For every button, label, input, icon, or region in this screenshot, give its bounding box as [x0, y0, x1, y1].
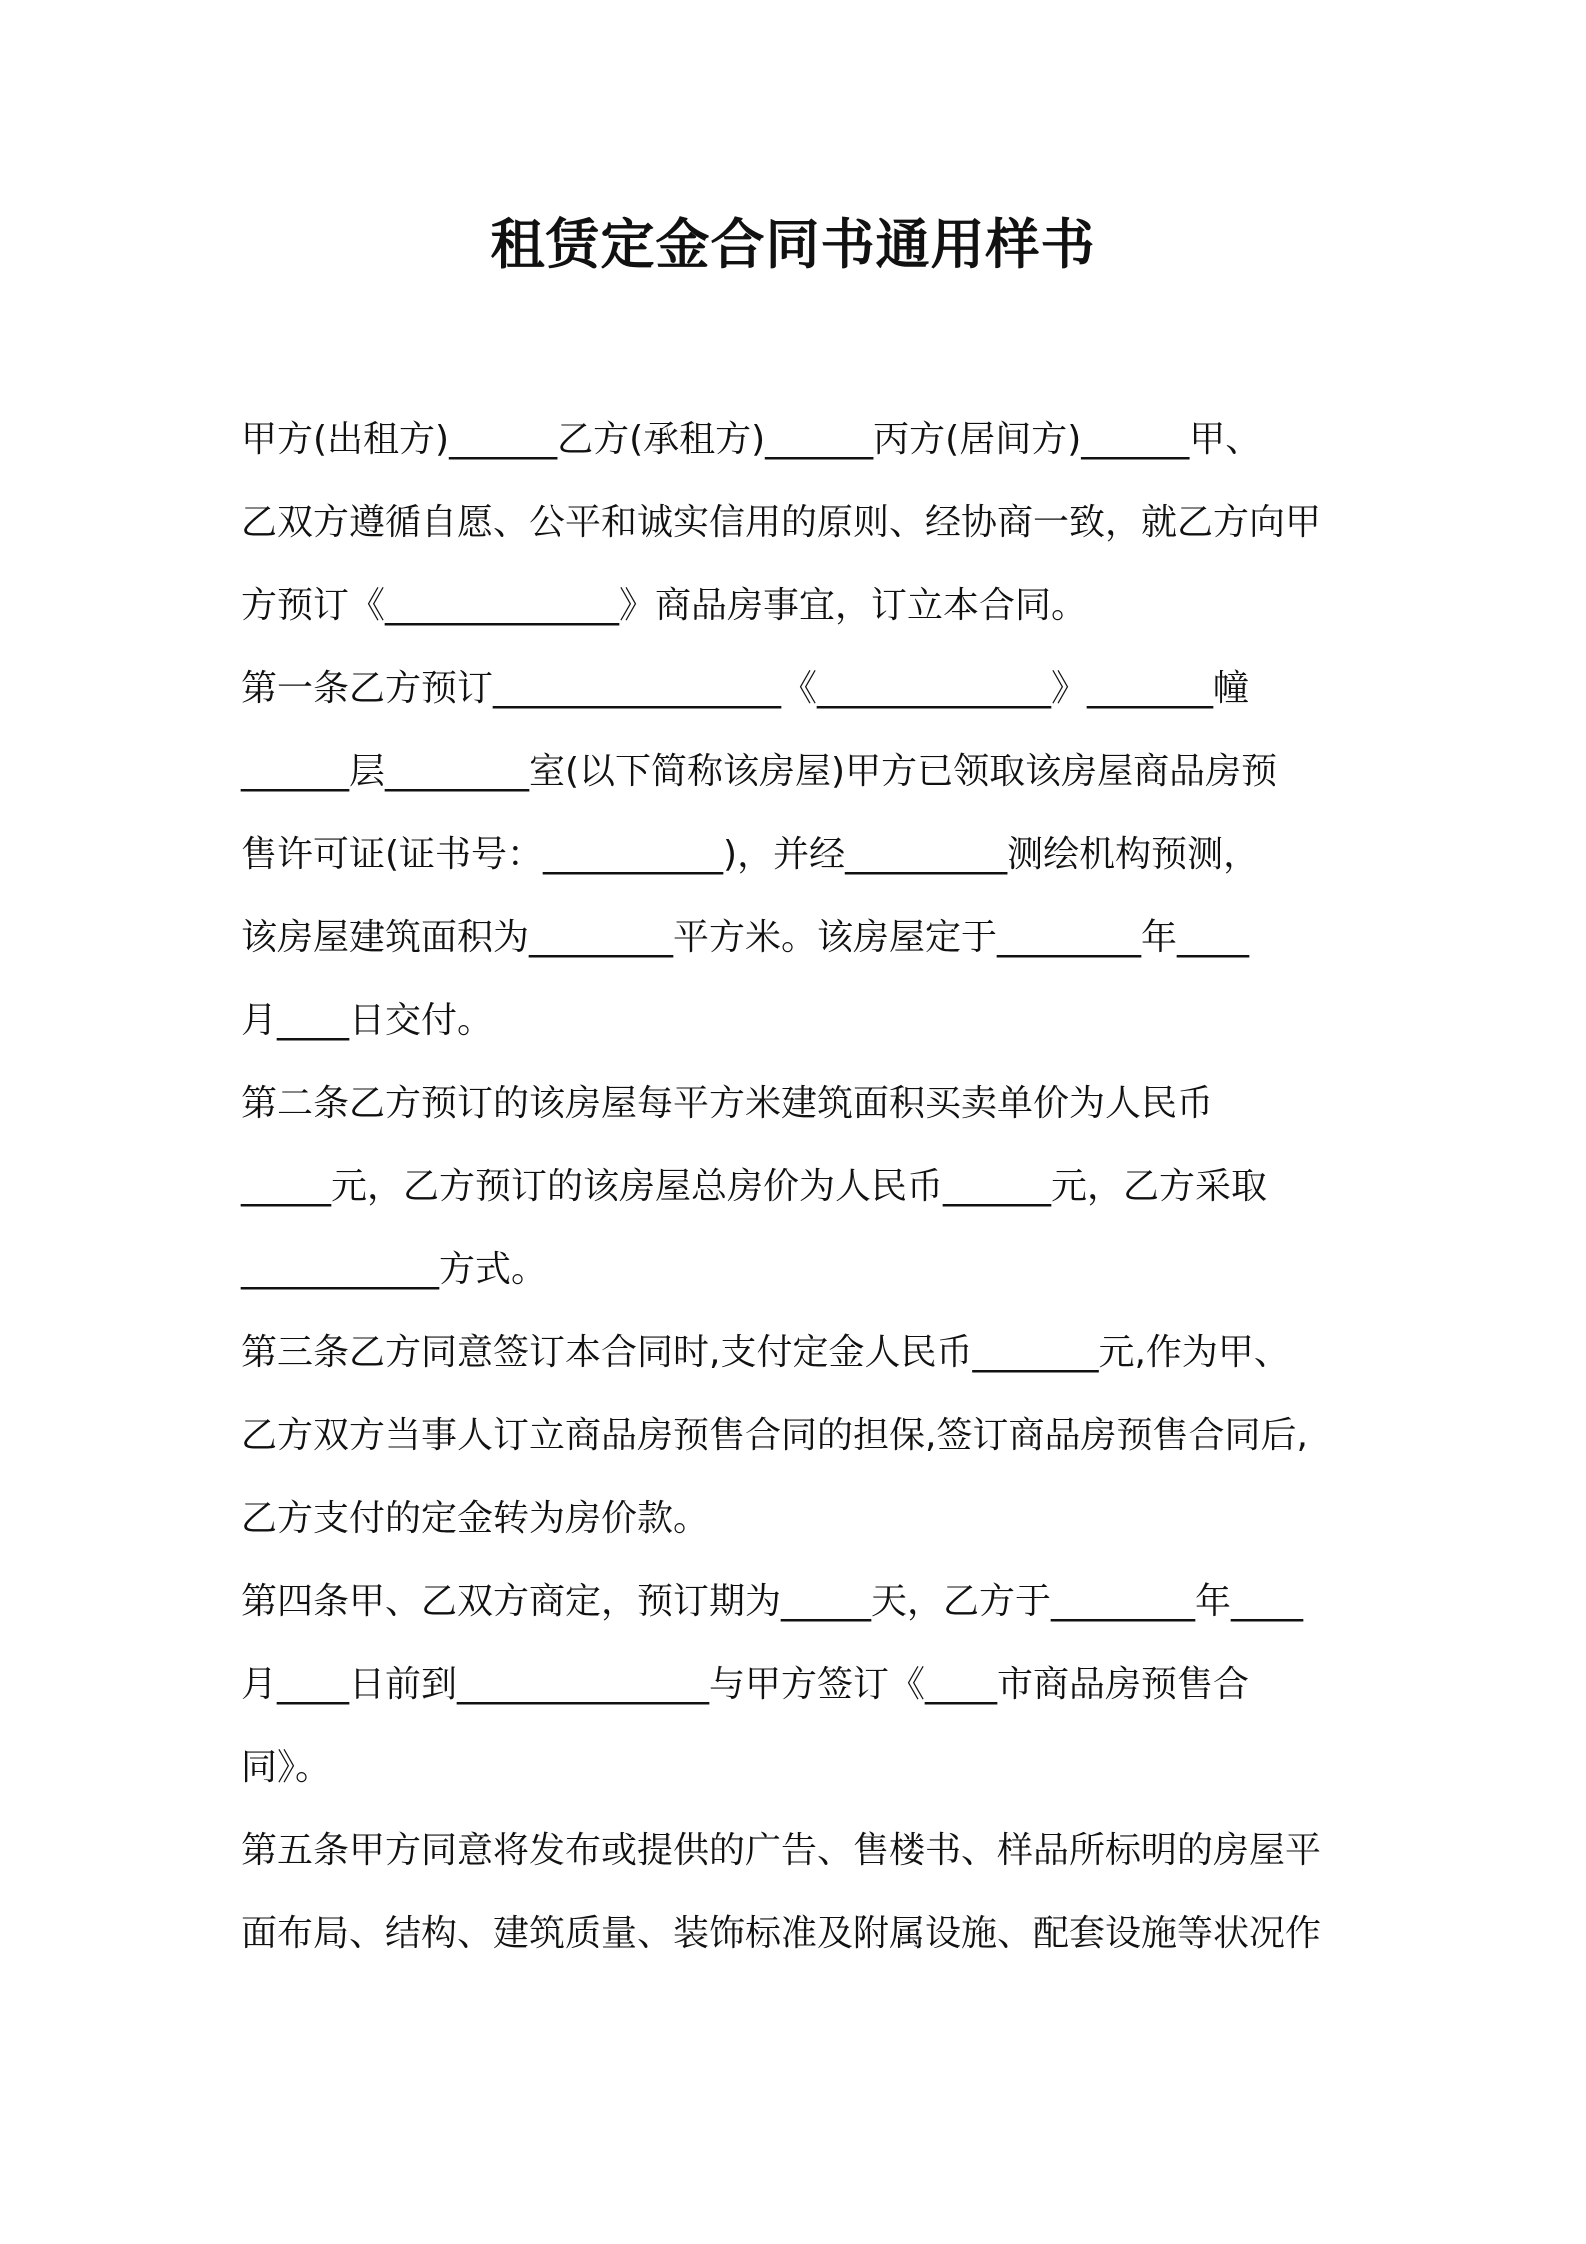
article-5-line: 第五条甲方同意将发布或提供的广告、售楼书、样品所标明的房屋平 [241, 1830, 1322, 1871]
article-1-line: 售许可证(证书号：__________)，并经_________测绘机构预测， [241, 834, 1260, 875]
article-4-line: 第四条甲、乙双方商定，预订期为_____天，乙方于________年____ [241, 1581, 1304, 1622]
article-3-line: 乙方支付的定金转为房价款。 [241, 1498, 710, 1539]
article-1-line: 该房屋建筑面积为________平方米。该房屋定于________年____ [241, 917, 1250, 958]
party-line: 甲方(出租方)______乙方(承租方)______丙方(居间方)______甲、 [241, 419, 1262, 460]
article-4-line: 月____日前到______________与甲方签订《____市商品房预售合 [241, 1664, 1250, 1705]
article-2-line: ___________方式。 [241, 1249, 548, 1290]
article-2-line: _____元，乙方预订的该房屋总房价为人民币______元，乙方采取 [241, 1166, 1268, 1207]
article-5-line: 面布局、结构、建筑质量、装饰标准及附属设施、配套设施等状况作 [241, 1913, 1322, 1954]
article-2-line: 第二条乙方预订的该房屋每平方米建筑面积买卖单价为人民币 [241, 1083, 1214, 1124]
article-1-line: 第一条乙方预订________________《_____________》_______幢 [241, 668, 1250, 709]
article-3-line: 乙方双方当事人订立商品房预售合同的担保,签订商品房预售合同后, [241, 1415, 1308, 1456]
article-4-line: 同》。 [241, 1747, 332, 1788]
body-line: 乙双方遵循自愿、公平和诚实信用的原则、经协商一致，就乙方向甲 [241, 502, 1322, 543]
article-1-line: ______层________室(以下简称该房屋)甲方已领取该房屋商品房预 [241, 751, 1278, 792]
document-title: 租赁定金合同书通用样书 [490, 213, 1096, 276]
article-3-line: 第三条乙方同意签订本合同时,支付定金人民币_______元,作为甲、 [241, 1332, 1290, 1373]
article-1-line: 月____日交付。 [241, 1000, 494, 1041]
body-line: 方预订《_____________》商品房事宜，订立本合同。 [241, 585, 1088, 626]
